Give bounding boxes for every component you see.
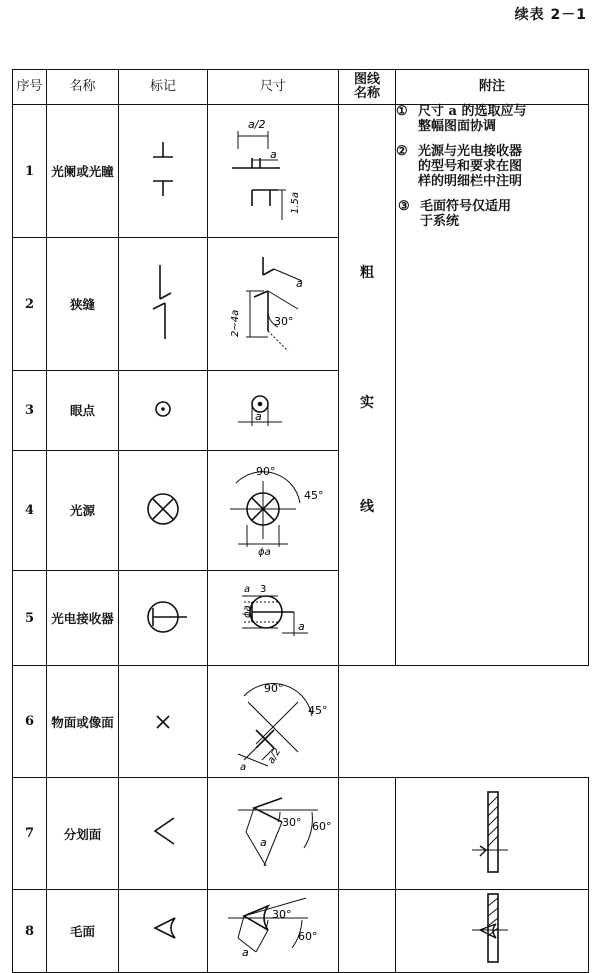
- note-number: ②: [396, 143, 408, 159]
- table-row: [13, 105, 589, 238]
- matte-surface-symbol: [119, 890, 208, 968]
- note-text: 光源与光电接收器的型号和要求在图样的明细栏中注明: [418, 143, 523, 189]
- dim-label: ϕa: [242, 604, 253, 618]
- line-type-cell: [339, 778, 396, 890]
- dim-label: 3: [260, 583, 267, 595]
- symbol-cell: [119, 571, 208, 666]
- size-cell: [208, 778, 339, 890]
- dim-label: 30°: [272, 908, 292, 921]
- reticle-plane-dimension-drawing: [208, 778, 339, 885]
- dim-label: a/2: [248, 118, 266, 131]
- note-number: ③: [398, 198, 410, 214]
- row-name: 狭缝: [47, 238, 119, 371]
- dim-label: 60°: [312, 820, 332, 833]
- row-name: 光源: [47, 450, 119, 570]
- size-cell: [208, 571, 339, 666]
- size-cell: [208, 371, 339, 451]
- table-row: [13, 778, 589, 890]
- dim-label: ϕa: [258, 546, 271, 558]
- line-type-cell: [339, 890, 396, 973]
- row-number: 8: [13, 890, 47, 973]
- dim-label: 1.5a: [290, 191, 301, 214]
- header-name: 名称: [47, 70, 119, 105]
- row-number: 7: [13, 778, 47, 890]
- eyepoint-dimension-drawing: [208, 376, 339, 440]
- line-type-char: 粗: [360, 265, 374, 281]
- row-name: 光电接收器: [47, 571, 119, 666]
- row-name: 分划面: [47, 778, 119, 890]
- dim-label: 30°: [274, 315, 294, 329]
- light-source-symbol: [119, 459, 208, 558]
- dim-label: a: [244, 583, 251, 595]
- note-item: [396, 105, 588, 135]
- slit-symbol: [119, 247, 208, 357]
- note-text: 尺寸 a 的选取应与整幅图面协调: [418, 104, 527, 134]
- matte-example-drawing: [396, 890, 589, 968]
- dim-label: a: [298, 619, 305, 633]
- example-cell: [396, 778, 589, 890]
- dim-label: 45°: [304, 488, 324, 502]
- header-notes: 附注: [396, 70, 589, 105]
- dim-label: a: [270, 148, 277, 161]
- dim-label: 30°: [282, 816, 302, 829]
- symbol-cell: [119, 666, 208, 778]
- row-name: 物面或像面: [47, 666, 119, 778]
- note-item: [398, 200, 588, 230]
- table-row: [13, 890, 589, 973]
- dim-label: a: [242, 946, 249, 959]
- row-number: 5: [13, 571, 47, 666]
- size-cell: [208, 450, 339, 570]
- note-item: [396, 145, 588, 190]
- symbol-table: [12, 69, 589, 973]
- example-cell: [396, 890, 589, 973]
- photoelectric-receiver-symbol: [119, 578, 208, 655]
- header-size: 尺寸: [208, 70, 339, 105]
- dim-label: 60°: [298, 930, 318, 943]
- symbol-cell: [119, 890, 208, 973]
- size-cell: [208, 238, 339, 371]
- symbol-cell: [119, 778, 208, 890]
- row-number: 4: [13, 450, 47, 570]
- row-name: 光阑或光瞳: [47, 105, 119, 238]
- dim-label: a/2: [265, 746, 284, 766]
- size-cell: [208, 105, 339, 238]
- header-row: [13, 70, 589, 105]
- continuation-label: 续表 2－1: [514, 7, 587, 23]
- line-type-char: 线: [360, 499, 374, 515]
- size-cell: [208, 666, 339, 778]
- row-name: 眼点: [47, 371, 119, 451]
- dim-label: a: [260, 836, 267, 849]
- photoelectric-receiver-dimension-drawing: [208, 578, 339, 655]
- note-text: 毛面符号仅适用于系统: [420, 198, 512, 229]
- object-image-plane-dimension-drawing: [208, 666, 339, 773]
- dim-label: 2~4a: [230, 309, 241, 338]
- dim-label: 45°: [308, 704, 328, 717]
- dim-label: 90°: [264, 682, 284, 695]
- matte-surface-dimension-drawing: [208, 890, 339, 968]
- row-number: 3: [13, 371, 47, 451]
- dim-label: a: [240, 762, 247, 773]
- slit-dimension-drawing: [208, 247, 339, 357]
- notes-cell: [396, 105, 589, 666]
- row-name: 毛面: [47, 890, 119, 973]
- dim-label: 90°: [256, 464, 276, 478]
- note-number: ①: [396, 104, 408, 119]
- light-source-dimension-drawing: [208, 459, 339, 558]
- reticle-plane-symbol: [119, 778, 208, 885]
- row-number: 1: [13, 105, 47, 238]
- reticle-example-drawing: [396, 778, 589, 885]
- dim-label: a: [296, 277, 303, 291]
- object-image-plane-symbol: [119, 666, 208, 773]
- line-type-cell: [339, 105, 396, 666]
- symbol-cell: [119, 105, 208, 238]
- dim-label: a: [255, 410, 262, 424]
- aperture-dimension-drawing: [208, 114, 339, 224]
- size-cell: [208, 890, 339, 973]
- symbol-cell: [119, 450, 208, 570]
- header-mark: 标记: [119, 70, 208, 105]
- table-row: [13, 666, 589, 778]
- header-index: 序号: [13, 70, 47, 105]
- symbol-cell: [119, 238, 208, 371]
- symbol-cell: [119, 371, 208, 451]
- header-line-name: 图线 名称: [339, 70, 396, 105]
- line-type-char: 实: [360, 395, 374, 411]
- row-number: 2: [13, 238, 47, 371]
- eyepoint-symbol: [119, 376, 208, 440]
- row-number: 6: [13, 666, 47, 778]
- aperture-symbol: [119, 114, 208, 224]
